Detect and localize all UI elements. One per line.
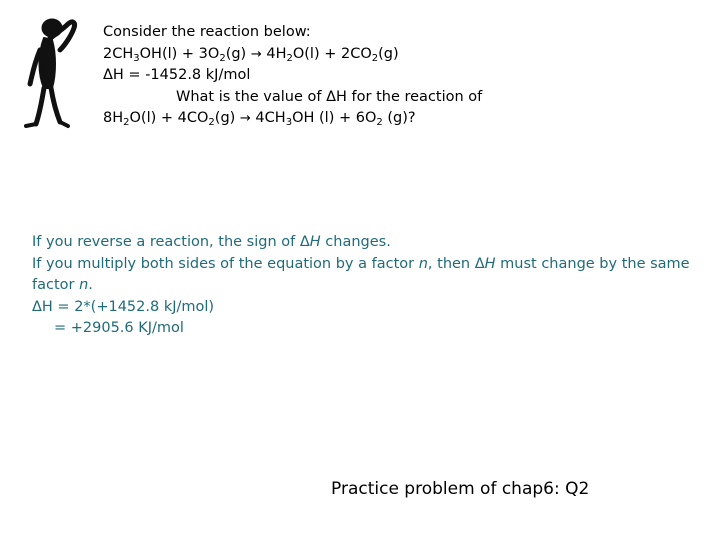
rule-text: If you reverse a reaction, the sign of Δ	[32, 234, 310, 250]
eq-subscript: 2	[208, 117, 215, 128]
eq-subscript: 2	[286, 52, 293, 64]
rule-text: If you multiply both sides of the equation by a factor	[32, 255, 419, 272]
rule-text: , then Δ	[427, 255, 485, 272]
eq-part: 2CH	[103, 45, 134, 62]
rule-variable: H	[309, 234, 321, 250]
eq-subscript: 3	[133, 52, 140, 64]
calculation-result: = +2905.6 KJ/mol	[54, 320, 184, 336]
eq-part: (g)	[225, 45, 247, 62]
reaction-equation	[103, 44, 703, 66]
eq-part: O(l) + 4CO	[129, 110, 209, 126]
eq-part: 4H	[261, 45, 287, 62]
eq-part: (g)	[378, 45, 399, 62]
target-equation	[103, 108, 703, 130]
footer-caption: Practice problem of chap6: Q2	[331, 479, 590, 499]
rule-variable: n	[418, 255, 428, 272]
question-prompt: What is the value of ΔH for the reaction of	[176, 88, 483, 105]
question-text	[103, 22, 703, 130]
answer-text	[32, 232, 702, 340]
eq-part: 4CH	[250, 110, 286, 126]
thinking-stick-figure-icon	[22, 14, 88, 132]
eq-part: O(l) + 2CO	[292, 45, 372, 62]
eq-part: (g)?	[382, 110, 416, 126]
eq-part: OH (l) + 6O	[292, 110, 377, 126]
eq-part: (g)	[214, 110, 236, 126]
given-enthalpy: ΔH = -1452.8 kJ/mol	[103, 67, 251, 83]
eq-subscript: 2	[219, 52, 226, 64]
rule-text: changes.	[320, 234, 391, 250]
eq-part: OH(l) + 3O	[139, 45, 220, 62]
eq-part: 8H	[103, 110, 124, 126]
question-intro: Consider the reaction below:	[103, 24, 311, 40]
eq-subscript: 2	[376, 117, 383, 128]
rule-variable: n	[79, 277, 89, 293]
rule-multiply	[32, 254, 702, 297]
eq-subscript: 2	[123, 117, 130, 128]
right-arrow-icon: →	[239, 111, 251, 126]
rule-text: .	[88, 277, 93, 293]
eq-subscript: 3	[285, 117, 293, 128]
calculation-line: ΔH = 2*(+1452.8 kJ/mol)	[32, 298, 215, 315]
rule-text: must change by the same factor	[32, 255, 690, 293]
rule-reverse	[32, 232, 702, 254]
eq-subscript: 2	[371, 52, 379, 64]
rule-variable: H	[484, 255, 496, 272]
right-arrow-icon: →	[250, 46, 262, 62]
